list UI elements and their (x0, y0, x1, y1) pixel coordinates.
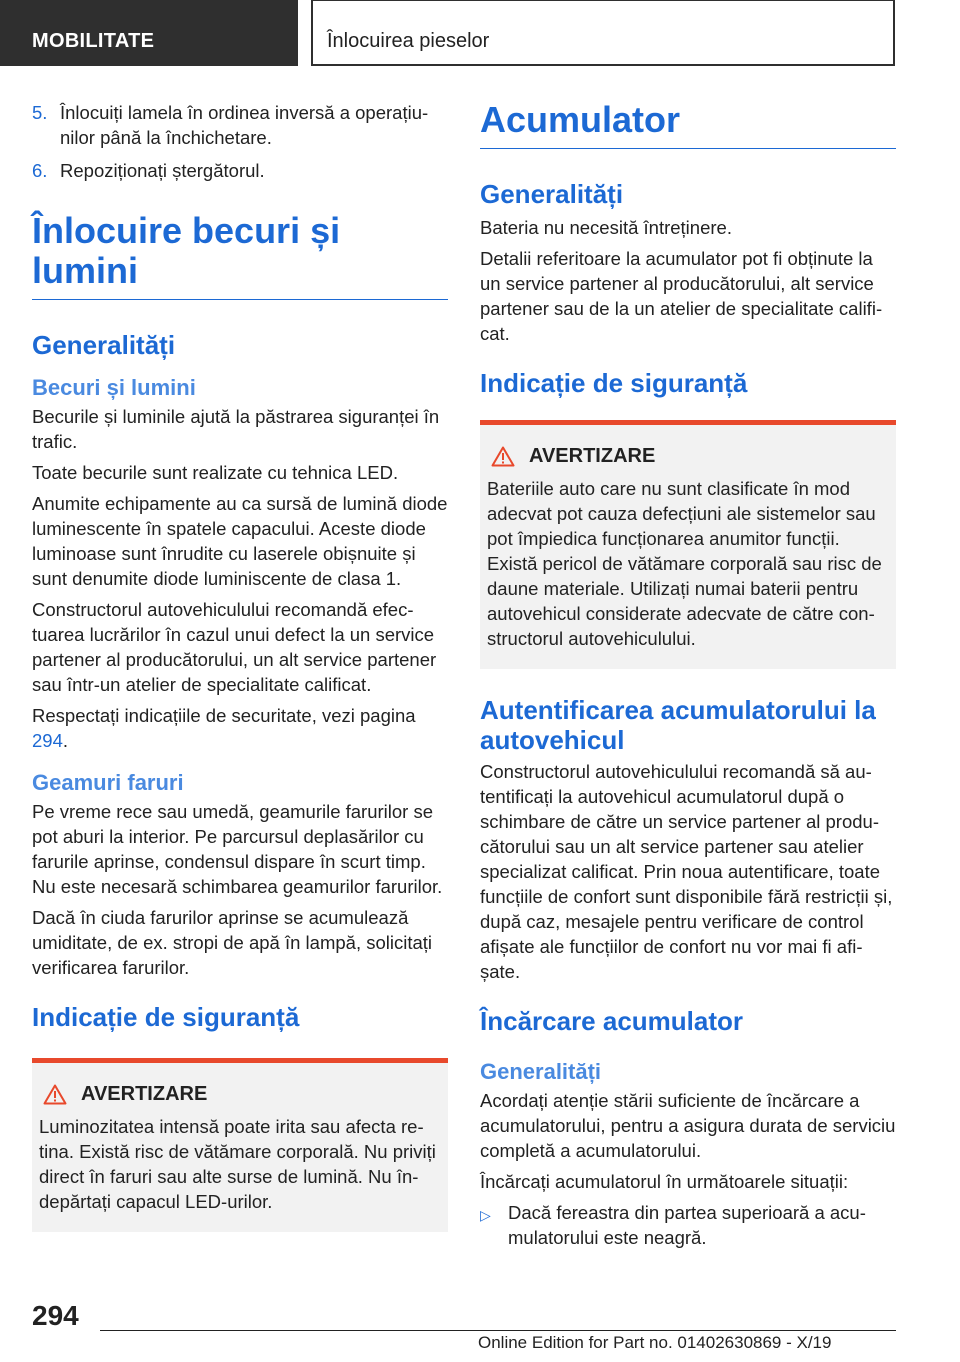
paragraph: Constructorul autovehiculului recomandă să autentificați la autovehicul acumulatorul după o schimbare de către un service partener al producătorului sau un alt service partener sau atelier specializat calificat. Prin noua autentificare, toate funcțiile de confort sunt disponibile fără restricții și, după caz, mesajele pentru verificare de control afișate ale funcțiilor de confort nu vor mai fi afișate. (480, 761, 893, 982)
step-number: 5. (32, 102, 48, 123)
paragraph: Detalii referitoare la acumulator pot fi obținute la un service partener al producătorului, alt service partener sau de la un atelier de specialitate calificat. (480, 248, 883, 344)
heading-safety: Indicație de siguranță (480, 368, 748, 398)
chapter-title: Înlocuirea pieselor (313, 1, 893, 64)
heading-general: Generalități (480, 179, 624, 209)
paragraph: Dacă în ciuda farurilor aprinse se acumulează umiditate, de ex. stropi de apă în lampă, solicitați verificarea farurilor. (32, 907, 433, 978)
left-column (32, 100, 448, 1258)
warning-text: Bateriile auto care nu sunt clasificate în mod adecvat pot cauza defecțiuni ale sistemelor sau pot împiedica funcționarea anumitor funcții. Există pericol de vătămare corporală sau risc de daune materiale. Utilizați numai baterii pentru autovehicul considerate adecvate de către constructorul autovehiculului. (487, 478, 882, 649)
step-5 (32, 100, 448, 150)
heading-general: Generalități (32, 330, 176, 360)
list-item-text: Dacă fereastra din partea superioară a acumulatorului este neagră. (508, 1202, 866, 1248)
warning-box (32, 1058, 448, 1232)
bullet-triangle-icon: ▷ (480, 1207, 491, 1223)
paragraph: Toate becurile sunt realizate cu tehnica LED. (32, 462, 399, 483)
warning-title: AVERTIZARE (39, 1083, 438, 1106)
heading-safety: Indicație de siguranță (32, 1002, 300, 1032)
heading-bulbs: Becuri și lumini (32, 375, 196, 400)
heading-general-sub: Generalități (480, 1059, 602, 1084)
paragraph: Anumite echipamente au ca sursă de lumină diode luminescente în spatele capacului. Aceste diode luminoase sunt înrudite cu laserele obișnuite și sunt denumite diode luminiscente de clasa 1. (32, 493, 448, 589)
paragraph: Încărcați acumulatorul în următoarele situații: (480, 1171, 849, 1192)
step-6 (32, 158, 448, 183)
paragraph: Becurile și luminile ajută la păstrarea siguranței în trafic. (32, 406, 440, 452)
step-text: Repoziționați ștergătorul. (60, 160, 265, 181)
page-number: 294 (32, 1300, 79, 1331)
heading-battery: Acumulator (480, 100, 896, 149)
paragraph: Constructorul autovehiculului recomandă efectuarea lucrărilor în cazul unui defect la un service partener al producătorului, un alt service partener sau într-un atelier de specialitate calificat. (32, 599, 437, 695)
heading-bulbs-lights: Înlocuire becuri și lumini (32, 211, 448, 300)
step-number: 6. (32, 160, 48, 181)
paragraph: Acordați atenție stării suficiente de încărcare a acumulatorului, pentru a asigura durata de serviciu completă a acumulatorului. (480, 1090, 896, 1161)
right-column (480, 100, 896, 1250)
section-title: MOBILITATE (0, 0, 298, 66)
warning-box (480, 420, 896, 669)
warning-text: Luminozitatea intensă poate irita sau afecta retina. Există risc de vătămare corporală. Nu priviți direct în faruri sau alte surse de lumină. Nu îndepărtați capacul LED-urilor. (39, 1116, 436, 1212)
paragraph: Pe vreme rece sau umedă, geamurile farurilor se pot aburi la interior. Pe parcursul deplasărilor cu farurile aprinse, condensul dispare în scurt timp. Nu este necesară schimbarea geamurilor farurilor. (32, 801, 443, 897)
page-header (0, 0, 960, 66)
edition-note: Online Edition for Part no. 01402630869 - X/19 (478, 1333, 832, 1352)
heading-battery-charging: Încărcare acumulator (480, 1006, 744, 1036)
heading-headlight-glass: Geamuri faruri (32, 770, 184, 795)
list-item (480, 1200, 896, 1250)
warning-triangle-icon (491, 446, 515, 467)
warning-triangle-icon (43, 1084, 67, 1105)
footer-divider (100, 1330, 896, 1331)
paragraph: Bateria nu necesită întreținere. (480, 217, 732, 238)
chapter-title-box (311, 0, 895, 66)
step-text: Înlocuiți lamela în ordinea inversă a operațiunilor până la închichetare. (60, 102, 429, 148)
heading-battery-authentication: Autentificarea acumulatorului la autovehicul (480, 695, 876, 755)
paragraph-reference: Respectați indicațiile de securitate, vezi pagina 294. (32, 705, 416, 751)
page-link[interactable]: 294 (32, 730, 63, 751)
warning-title: AVERTIZARE (487, 445, 886, 468)
